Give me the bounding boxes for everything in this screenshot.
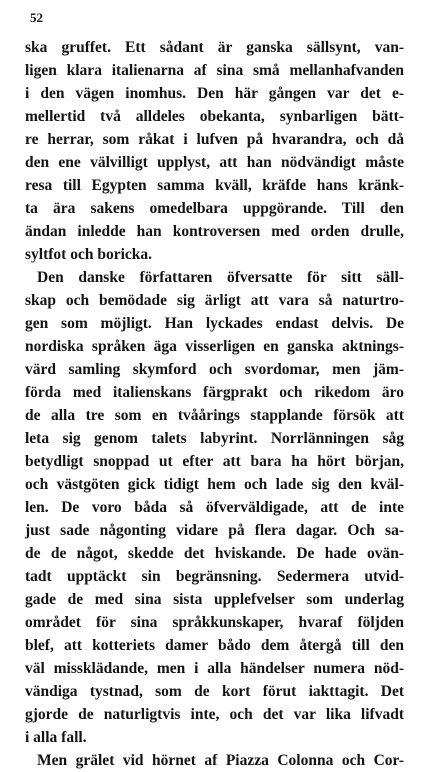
text-line: väl missklädande, men i alla händelser numera nöd- [25, 660, 404, 677]
text-line: värd samling skymford och svordomar, men jäm- [25, 361, 404, 378]
text-line: skap och bemödade sig ärligt att vara så naturtro- [25, 292, 404, 309]
body-text [25, 36, 404, 772]
text-line: Den danske författaren öfversatte för sitt säll- [37, 269, 404, 286]
text-line: just sade någonting vidare på flera dagar. Och sa- [25, 522, 404, 539]
text-line: ändan inledde han kontroversen med orden drulle, [25, 223, 404, 240]
text-line: de de något, skedde det hviskande. De hade ovän- [25, 545, 404, 562]
text-line: betydligt snoppad ut efter att bara ha hört början, [25, 453, 404, 470]
text-line: resa till Egypten samma kväll, kräfde hans kränk- [25, 177, 404, 194]
text-line: och västgöten gick tidigt hem och lade sig den kväl- [25, 476, 404, 493]
text-line: leta sig genom talets labyrint. Norrlänningen såg [25, 430, 404, 447]
text-line: gjorde de naturligtvis inte, och det var lika lifvadt [25, 706, 404, 723]
text-line: syltfot och boricka. [25, 246, 153, 263]
text-line: len. De voro båda så öfverväldigade, att de inte [25, 499, 404, 516]
text-line: området för sina språkkunskaper, hvaraf följden [25, 614, 404, 631]
text-line: de alla tre som en tvåårings stapplande försök att [25, 407, 404, 424]
text-line: nordiska språken äga visserligen en ganska aktnings- [25, 338, 404, 355]
text-line: i alla fall. [25, 729, 87, 746]
page-number: 52 [30, 10, 43, 25]
text-line: förda med italienskans färgprakt och rikedom äro [25, 384, 404, 401]
text-line: vändiga tystnad, som de kort förut iakttagit. Det [25, 683, 404, 700]
text-line: ligen klara italienarna af sina små mellanhafvanden [25, 62, 404, 79]
text-line: ska gruffet. Ett sådant är ganska sällsynt, van- [25, 39, 404, 56]
text-line: tadt upptäckt sin begränsning. Sedermera utvid- [25, 568, 404, 585]
text-line: blef, att kotteriets damer bådo dem återgå till den [25, 637, 404, 654]
text-line: gade de med sina sista upplefvelser som underlag [25, 591, 404, 608]
text-line: i den vägen inomhus. Den här gången var det e- [25, 85, 404, 102]
text-line: ta ära sakens omedelbara uppgörande. Till den [25, 200, 404, 217]
text-line: den ene välvilligt upplyst, att han nödvändigt måste [25, 154, 404, 171]
text-line: mellertid två alldeles obekanta, synbarligen bätt- [25, 108, 404, 125]
text-line: Men grälet vid hörnet af Piazza Colonna och Cor- [37, 752, 404, 769]
text-line: re herrar, som råkat i lufven på hvarandra, och då [25, 131, 404, 148]
text-line: gen som möjligt. Han lyckades endast delvis. De [25, 315, 404, 332]
